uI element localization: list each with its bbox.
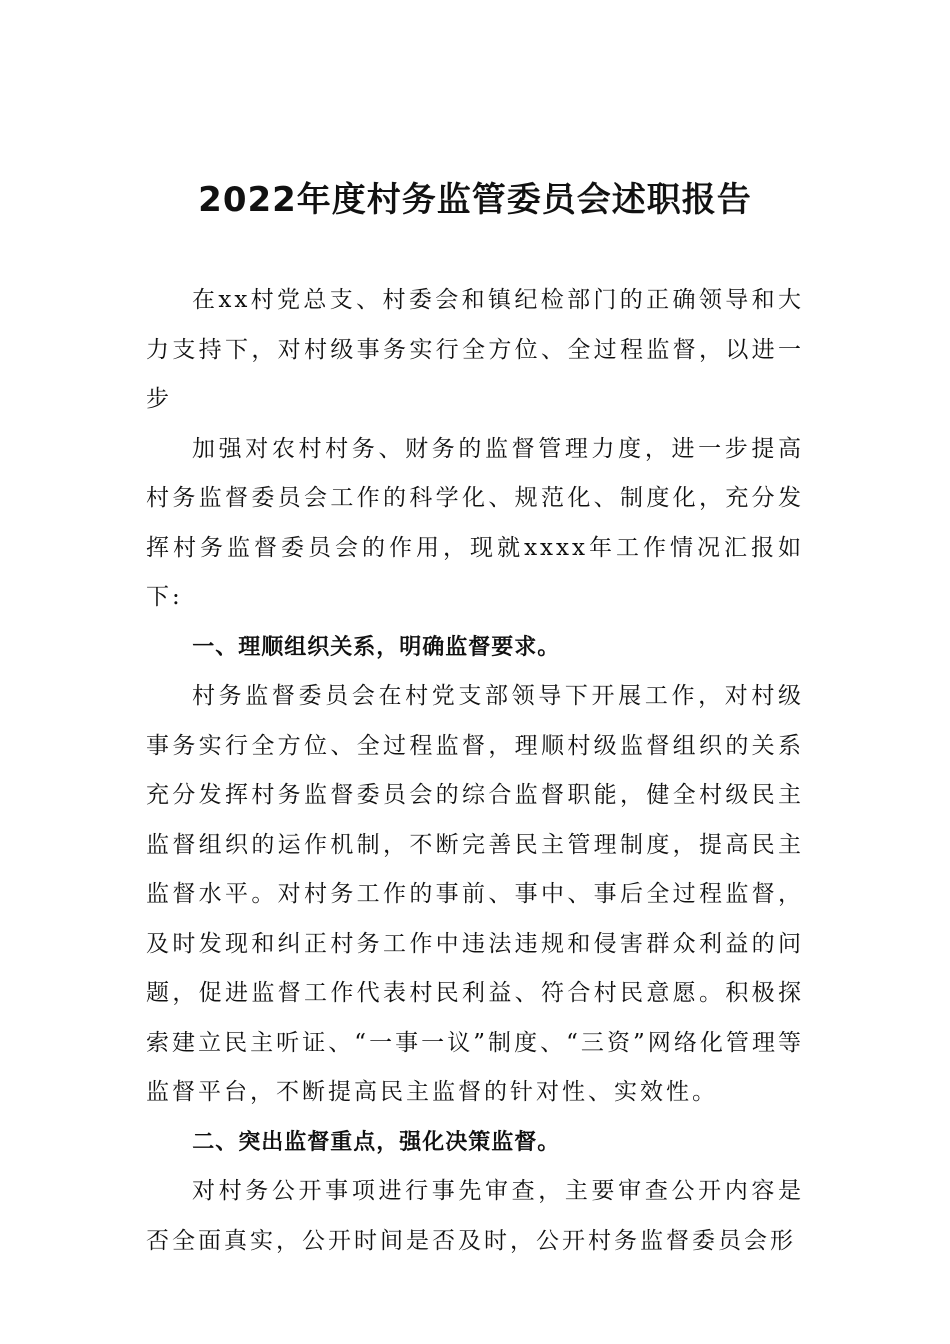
- section-heading-2: 二、突出监督重点，强化决策监督。: [192, 1129, 561, 1155]
- document-body: [146, 276, 804, 1266]
- paragraph-section-1: 村务监督委员会在村党支部领导下开展工作，对村级事务实行全方位、全过程监督，理顺村级监督组织的关系充分发挥村务监督委员会的综合监督职能，健全村级民主监督组织的运作机制，不断完善民主管理制度，提高民主监督水平。对村务工作的事前、事中、事后全过程监督，及时发现和纠正村务工作中违法违规和侵害群众利益的问题，促进监督工作代表村民利益、符合村民意愿。积极探索建立民主听证、“一事一议”制度、“三资”网络化管理等监督平台，不断提高民主监督的针对性、实效性。: [146, 683, 804, 1105]
- section-heading-1: 一、理顺组织关系，明确监督要求。: [192, 634, 561, 660]
- paragraph-purpose: 加强对农村村务、财务的监督管理力度，进一步提高村务监督委员会工作的科学化、规范化、制度化，充分发挥村务监督委员会的作用，现就xxxx年工作情况汇报如下:: [146, 435, 804, 610]
- paragraph-intro: 在xx村党总支、村委会和镇纪检部门的正确领导和大力支持下，对村级事务实行全方位、全过程监督，以进一步: [146, 287, 804, 412]
- document-title: 2022年度村务监管委员会述职报告: [198, 180, 752, 220]
- paragraph-section-2: 对村务公开事项进行事先审查，主要审查公开内容是否全面真实，公开时间是否及时，公开村务监督委员会形: [146, 1178, 804, 1254]
